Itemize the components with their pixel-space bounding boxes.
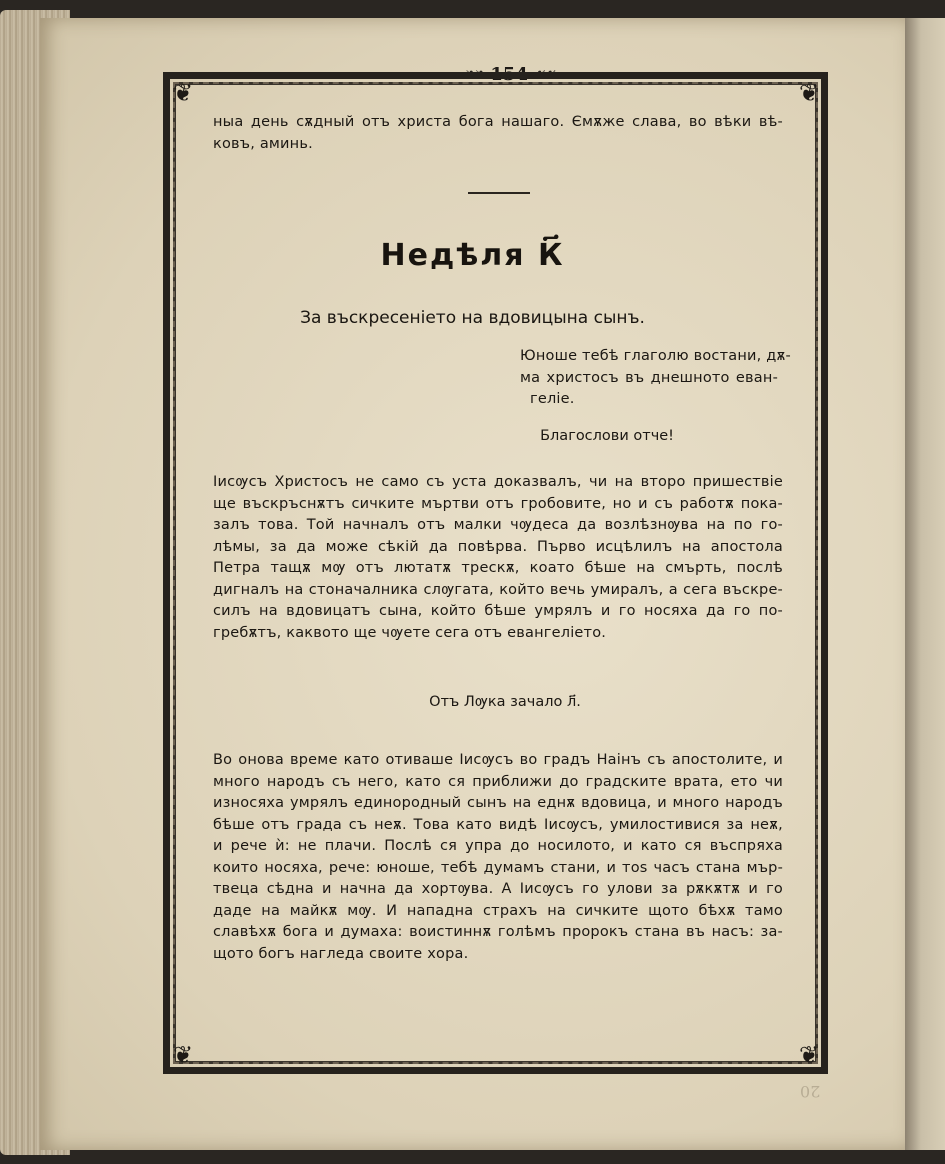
text-line: залъ това. Той начналъ отъ малки чѹдеса да возлѣзнѹва на по го- [213,517,783,533]
corner-flourish-icon: ❦ [172,1041,194,1069]
gospel-paragraph [213,750,783,965]
text-line: Петра тащѫ мѹ отъ лютатѫ трескѫ, коато бѣше на смърть, послѣ [213,560,783,576]
page-title: Недѣля К҃ [380,238,565,273]
right-ornament-icon: ☙☙ [533,66,556,82]
epigraph-line: Юноше тебѣ глаголю востани, дѫ- [520,348,791,364]
corner-flourish-icon: ❦ [798,1041,820,1069]
text-line: много народъ съ него, като ся приближи до градските врата, ето чи [213,773,783,790]
text-line: гребѫтъ, каквото ще чѹете сега отъ евангеліето. [213,624,607,641]
corner-flourish-icon: ❦ [798,79,820,107]
intro-paragraph [213,472,783,644]
text-line: славѣхѫ бога и думаха: воистиннѫ голѣмъ пророкъ стана въ насъ: за- [213,924,783,940]
text-line: ныа день сѫдный отъ христа бога нашаго. Ємѫже слава, во вѣки вѣ- [213,114,783,130]
text-line: щото богъ нагледа своите хора. [213,945,469,962]
text-line: дигналъ на стоначалника слѹгата, който вечь умиралъ, а сега въскре- [213,581,783,598]
text-line: и рече ѝ: не плачи. Послѣ ся упра до носилото, и като ся въспряха [213,838,783,854]
text-line: Іисѹсъ Христосъ не само съ уста доказвалъ, чи на второ пришествіе [213,474,783,490]
text-line: Во онова време като отиваше Іисѹсъ во градъ Наінъ съ апостолите, и [213,752,783,768]
bleed-through-page-number: 20 [800,1082,821,1101]
reading-heading: Отъ Лѹка зачало л҃. [429,694,581,710]
text-line: износяха умрялъ единородный сынъ на еднѫ вдовица, и много народъ [213,795,783,811]
adjacent-page-edge [905,18,945,1150]
epigraph-line: геліе. [530,391,575,407]
text-line: силъ на вдовицатъ сына, който бѣше умрялъ и го носяха да го по- [213,603,783,619]
corner-flourish-icon: ❦ [172,79,194,107]
blessing-line: Благослови отче! [540,428,674,444]
text-line: бѣше отъ града съ неѫ. Това като видѣ Іисѹсъ, умилостивися за неѫ, [213,816,783,833]
text-line: ковъ, аминь. [213,135,313,152]
text-line: лѣмы, за да може сѣкій да повѣрва. Първо исцѣлилъ на апостола [213,538,783,555]
text-line: които носяха, рече: юноше, тебѣ думамъ стани, и тоѕ часъ стана мър- [213,859,783,876]
text-line: даде на майкѫ мѹ. И нападна страхъ на сичките щото бѣхѫ тамо [213,902,783,919]
left-ornament-icon: ❧❧ [464,66,485,82]
epigraph [520,346,791,411]
text-line: твеца сѣдна и начна да хортѹва. А Іисѹсъ го улови за рѫкѫтѫ и го [213,881,783,897]
section-divider [468,192,530,194]
page-subtitle: За въскресеніето на вдовицына сынъ. [300,308,645,328]
text-line: ще въскръснѫтъ сичките мъртви отъ гробовите, но и съ работѫ пока- [213,495,783,512]
page-number: 154 [490,63,528,85]
top-continuation [213,112,783,155]
epigraph-line: ма христосъ въ днешното еван- [520,369,778,386]
